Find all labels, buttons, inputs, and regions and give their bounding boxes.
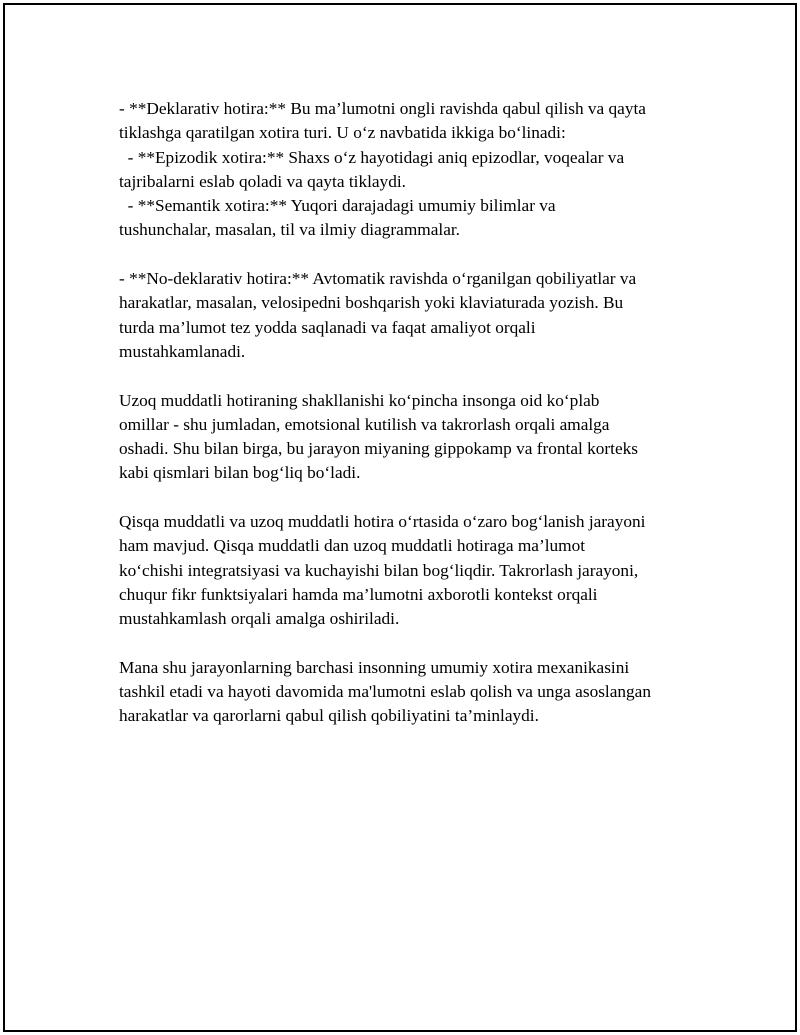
text-line: harakatlar, masalan, velosipedni boshqarish yoki klaviaturada yozish. Bu [119,293,624,313]
text-line: Qisqa muddatli va uzoq muddatli hotira o‘rtasida o‘zaro bog‘lanish jarayoni [119,512,646,532]
text-line: turda ma’lumot tez yodda saqlanadi va faqat amaliyot orqali [119,317,536,337]
text-line: mustahkamlash orqali amalga oshiriladi. [119,609,400,629]
paragraph-conclusion [119,656,709,729]
text-line: - **Deklarativ hotira:** Bu ma’lumotni ongli ravishda qabul qilish va qayta [119,99,646,118]
paragraph-declarative-memory [119,97,709,243]
text-line: kabi qismlari bilan bog‘liq bo‘ladi. [119,463,361,483]
text-line: - **No-deklarativ hotira:** Avtomatik ravishda o‘rganilgan qobiliyatlar va [119,269,637,289]
text-line: tiklashga qaratilgan xotira turi. U o‘z navbatida ikkiga bo‘linadi: [119,123,566,143]
paragraph-short-long-interaction [119,510,709,631]
text-line: mustahkamlanadi. [119,341,246,361]
text-line: omillar - shu jumladan, emotsional kutilish va takrorlash orqali amalga [119,414,610,434]
text-line: Mana shu jarayonlarning barchasi insonning umumiy xotira mexanikasini [119,657,630,677]
text-line: chuqur fikr funktsiyalari hamda ma’lumotni axborotli kontekst orqali [119,584,598,604]
text-line: Uzoq muddatli hotiraning shakllanishi ko‘pincha insonga oid ko‘plab [119,390,600,410]
text-line: - **Epizodik xotira:** Shaxs o‘z hayotidagi aniq epizodlar, voqealar va [119,147,625,167]
text-line: tushunchalar, masalan, til va ilmiy diagrammalar. [119,220,460,240]
paragraph-nondeclarative-memory [119,267,709,364]
text-line: ko‘chishi integratsiyasi va kuchayishi bilan bog‘liqdir. Takrorlash jarayoni, [119,560,639,580]
text-line: tajribalarni eslab qoladi va qayta tiklaydi. [119,171,406,191]
text-line: harakatlar va qarorlarni qabul qilish qobiliyatini ta’minlaydi. [119,706,539,726]
text-line: tashkil etadi va hayoti davomida ma'lumotni eslab qolish va unga asoslangan [119,682,651,702]
text-line: oshadi. Shu bilan birga, bu jarayon miyaning gippokamp va frontal korteks [119,439,638,459]
text-line: - **Semantik xotira:** Yuqori darajadagi umumiy bilimlar va [119,196,556,216]
paragraph-long-term-formation [119,389,709,486]
document-page [3,3,797,1032]
document-body [119,97,709,753]
text-line: ham mavjud. Qisqa muddatli dan uzoq muddatli hotiraga ma’lumot [119,536,586,556]
